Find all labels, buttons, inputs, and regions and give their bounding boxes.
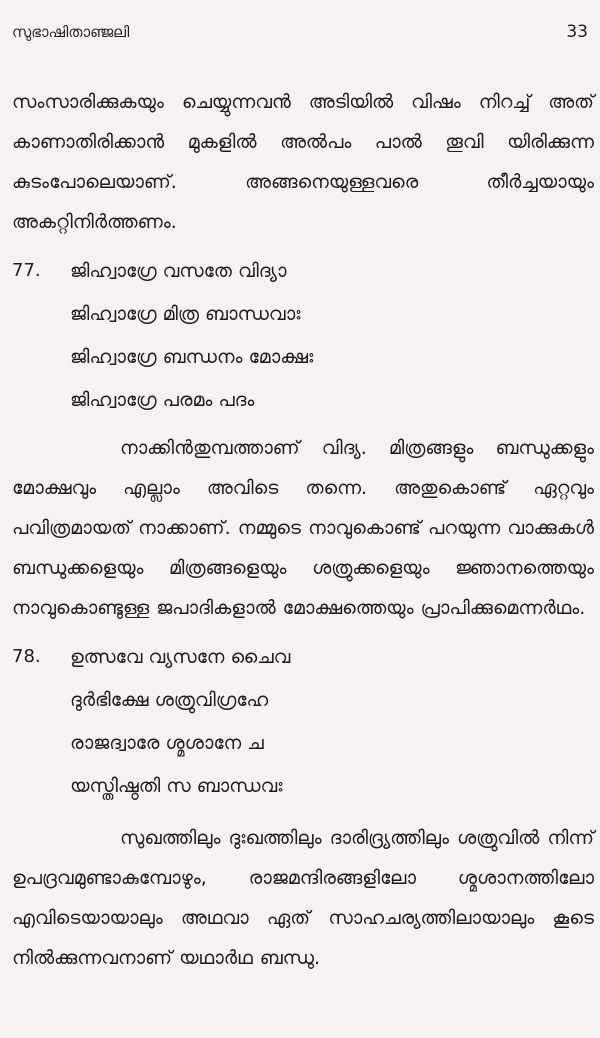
verse-line: ദുർഭിക്ഷേ ശത്രുവിഗ്രഹേ xyxy=(70,689,269,711)
verse-line: ജിഹ്വാഗ്രേ വസതേ വിദ്യാ xyxy=(70,260,287,282)
verse-line: ഉത്സവേ വ്യസനേ ചൈവ xyxy=(70,646,291,668)
page-body xyxy=(12,82,594,978)
verse-77 xyxy=(12,250,594,422)
verse-number: 78. xyxy=(12,646,41,667)
verse-78-commentary: സുഖത്തിലും ദുഃഖത്തിലും ദാരിദ്ര്യത്തിലും ശത്രുവിൽ നിന്ന് ഉപദ്രവമുണ്ടാകുമ്പോഴും, രാജമന്ദിരങ്ങളിലോ ശ്മശാനത്തിലോ എവിടെയായാലും അഥവാ ഏത് സാഹചര്യത്തിലായാലും കൂടെ നിൽക്കുന്നവനാണ് യഥാർഥ ബന്ധു. xyxy=(12,827,594,969)
verse-lines xyxy=(70,250,594,422)
verse-number: 77. xyxy=(12,260,41,281)
verse-lines xyxy=(70,636,594,808)
verse-line: ജിഹ്വാഗ്രേ ബന്ധനം മോക്ഷഃ xyxy=(70,346,314,368)
book-title: സുഭാഷിതാഞ്ജലി xyxy=(12,23,130,41)
verse-78 xyxy=(12,636,594,808)
verse-line: യസ്തിഷ്ഠതി സ ബാന്ധവഃ xyxy=(70,775,283,797)
verse-line: രാജദ്വാരേ ശ്മശാനേ ച xyxy=(70,732,264,754)
page-number: 33 xyxy=(566,22,588,42)
verse-line: ജിഹ്വാഗ്രേ പരമം പദം xyxy=(70,389,255,411)
paragraph-continued: സംസാരിക്കുകയും ചെയ്യുന്നവൻ അടിയിൽ വിഷം നിറച്ച് അത് കാണാതിരിക്കാൻ മുകളിൽ അൽപം പാൽ തൂവി യിരിക്കുന്ന കുടംപോലെയാണ്. അങ്ങനെയുള്ളവരെ തീർച്ചയായും അകറ്റിനിർത്തണം. xyxy=(12,91,594,233)
verse-line: ജിഹ്വാഗ്രേ മിത്ര ബാന്ധവാഃ xyxy=(70,303,301,325)
verse-77-commentary: നാക്കിൻതുമ്പത്താണ് വിദ്യ. മിത്രങ്ങളും ബന്ധുക്കളും മോക്ഷവും എല്ലാം അവിടെ തന്നെ. അതുകൊണ്ട് ഏറ്റവും പവിത്രമായത് നാക്കാണ്. നമ്മുടെ നാവുകൊണ്ട് പറയുന്ന വാക്കുകൾ ബന്ധുക്കളെയും മിത്രങ്ങളെയും ശത്രുക്കളെയും ജ്ഞാനത്തെയും നാവുകൊണ്ടുള്ള ജപാദികളാൽ മോക്ഷത്തെയും പ്രാപിക്കുമെന്നർഥം. xyxy=(12,437,594,619)
running-header xyxy=(12,22,588,46)
